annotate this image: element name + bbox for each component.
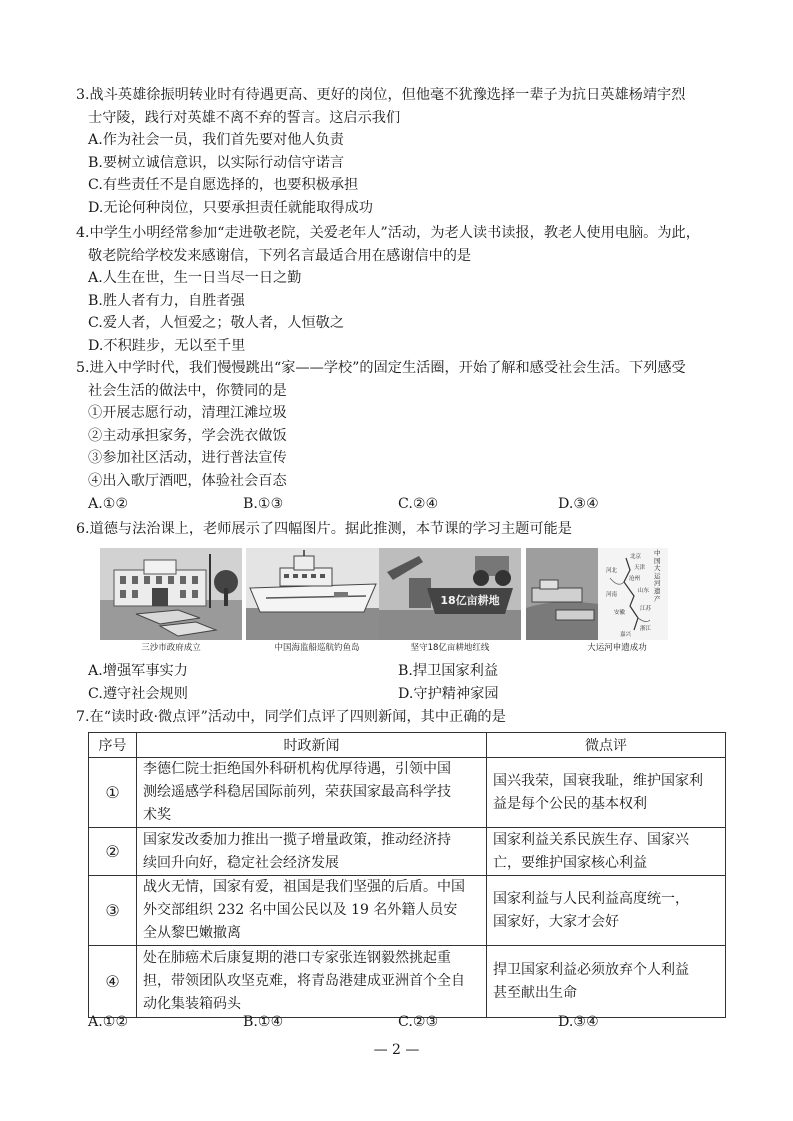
map-place-label: 浙江	[640, 626, 652, 632]
options-row	[76, 660, 726, 683]
photo-caption: 坚守18亿亩耕地红线	[410, 643, 490, 653]
photo-grand-canal	[526, 548, 668, 660]
news-line: 国家发改委加力推出一揽子增量政策，推动经济持	[143, 831, 451, 848]
question-7	[76, 706, 726, 729]
question-stem-line: 敬老院给学校发来感谢信，下列名言最适合用在感谢信中的是	[88, 247, 472, 264]
option-a[interactable]: A.①②	[88, 495, 129, 512]
photo-image	[379, 548, 521, 640]
table-row	[89, 828, 726, 876]
option-b[interactable]: B.①④	[243, 1014, 284, 1030]
question-stem: 7.在“读时政·微点评”活动中，同学们点评了四则新闻，其中正确的是	[76, 709, 506, 725]
photo-caption: 三沙市政府成立	[141, 643, 201, 653]
option-c[interactable]: C.遵守社会规则	[88, 685, 188, 702]
photo-sansha-government	[100, 548, 242, 660]
question-stem-line: 4.中学生小明经常参加“走进敬老院，关爱老年人”活动，为老人读书读报，教老人使用电脑。为此，	[76, 225, 700, 241]
farmland-sign-text: 18亿亩耕地	[440, 594, 500, 607]
option-a[interactable]: A.①②	[88, 1014, 129, 1030]
comment-line: 益是每个公民的基本权利	[493, 795, 647, 812]
options-row	[76, 1011, 726, 1034]
comment-cell	[487, 876, 726, 946]
map-place-label: 安徽	[614, 610, 626, 616]
statement-item: ④出入歌厅酒吧，体验社会百态	[88, 472, 287, 489]
statement-item: ①开展志愿行动，清理江滩垃圾	[88, 405, 287, 422]
news-line: 担，带领团队攻坚克难，将青岛港建成亚洲首个全自	[143, 973, 465, 989]
option-a[interactable]: A.作为社会一员，我们首先要对他人负责	[88, 132, 344, 149]
photo-farmland-redline	[379, 548, 521, 660]
map-place-label: 江苏	[640, 606, 652, 612]
map-title: 中国大运河遗产	[654, 549, 661, 603]
column-header: 序号	[89, 733, 137, 758]
option-b[interactable]: B.胜人者有力，自胜者强	[88, 292, 245, 309]
option-d[interactable]: D.不积跬步，无以至千里	[88, 337, 246, 354]
options-row	[76, 493, 726, 516]
option-b[interactable]: B.①③	[243, 495, 284, 512]
option-a[interactable]: A.人生在世，生一日当尽一日之勤	[88, 270, 302, 287]
option-a[interactable]: A.增强军事实力	[88, 663, 188, 679]
photo-patrol-ship	[246, 548, 388, 660]
news-cell	[137, 876, 487, 946]
question-stem-line: 3.战斗英雄徐振明转业时有待遇更高、更好的岗位，但他毫不犹豫选择一辈子为抗日英雄杨靖宇烈	[76, 87, 686, 103]
news-cell	[137, 828, 487, 876]
news-line: 术奖	[143, 807, 171, 823]
map-place-label: 嘉兴	[620, 632, 632, 638]
statement-item: ③参加社区活动，进行普法宣传	[88, 450, 287, 467]
news-line: 测绘遥感学科稳居国际前列，荣获国家最高科学技	[143, 784, 451, 800]
photo-caption: 大运河申遗成功	[587, 643, 647, 653]
option-d[interactable]: D.③④	[558, 1014, 599, 1030]
news-line: 全从黎巴嫩撤离	[143, 925, 241, 941]
news-line: 动化集装箱码头	[143, 996, 241, 1012]
map-place-label: 北京	[630, 554, 642, 560]
news-cell	[137, 758, 487, 828]
comment-line: 国家好，大家才会好	[493, 913, 619, 930]
news-cell	[137, 946, 487, 1018]
question-6	[76, 518, 726, 541]
photo-image	[246, 548, 388, 640]
comment-line: 国家利益与人民利益高度统一，	[493, 890, 689, 907]
news-line: 续回升向好，稳定社会经济发展	[143, 854, 339, 871]
option-d[interactable]: D.③④	[558, 495, 599, 512]
map-place-label: 河北	[606, 568, 618, 574]
news-line: 战火无情，国家有爱，祖国是我们坚强的后盾。中国	[143, 879, 465, 895]
comment-line: 国家利益关系民族生存、国家兴	[493, 831, 689, 848]
question-stem-line: 士守陵，践行对英雄不离不弃的誓言。这启示我们	[88, 109, 401, 126]
question-5	[76, 357, 726, 515]
question-7-options	[76, 1011, 726, 1034]
option-c[interactable]: C.②③	[398, 1014, 439, 1030]
news-line: 外交部组织 232 名中国公民以及 19 名外籍人员安	[143, 902, 458, 918]
comment-cell	[487, 828, 726, 876]
comment-line: 甚至献出生命	[493, 984, 577, 1001]
options-row	[76, 683, 726, 706]
row-number: ③	[89, 876, 137, 946]
comment-line: 国兴我荣，国衰我耻，维护国家利	[493, 772, 703, 789]
option-b[interactable]: B.要树立诚信意识，以实际行动信守诺言	[88, 154, 345, 171]
option-c[interactable]: C.②④	[398, 495, 439, 512]
news-table	[88, 732, 726, 1018]
option-d[interactable]: D.守护精神家园	[398, 685, 499, 702]
photo-strip	[100, 548, 666, 660]
comment-cell	[487, 946, 726, 1018]
option-c[interactable]: C.有些责任不是自愿选择的，也要积极承担	[88, 177, 359, 194]
table-header-row	[89, 733, 726, 758]
comment-line: 亡，要维护国家核心利益	[493, 854, 647, 871]
option-d[interactable]: D.无论何种岗位，只要承担责任就能取得成功	[88, 199, 373, 216]
question-stem-line: 5.进入中学时代，我们慢慢跳出“家——学校”的固定生活圈，开始了解和感受社会生活。下列感受	[76, 360, 686, 376]
map-place-label: 天津	[634, 565, 646, 571]
table-row	[89, 876, 726, 946]
question-4	[76, 222, 726, 358]
news-line: 处在肺癌术后康复期的港口专家张连钢毅然挑起重	[143, 950, 451, 966]
map-place-label: 河南	[606, 592, 618, 598]
option-b[interactable]: B.捍卫国家利益	[398, 663, 499, 679]
comment-cell	[487, 758, 726, 828]
question-stem: 6.道德与法治课上，老师展示了四幅图片。据此推测，本节课的学习主题可能是	[76, 521, 572, 537]
photo-image	[100, 548, 242, 640]
question-6-options	[76, 660, 726, 705]
column-header: 微点评	[487, 733, 726, 758]
table-row	[89, 946, 726, 1018]
photo-caption: 中国海监船巡航钓鱼岛	[274, 643, 360, 653]
photo-image	[526, 548, 668, 640]
row-number: ②	[89, 828, 137, 876]
map-place-label: 山东	[638, 588, 650, 594]
column-header: 时政新闻	[137, 733, 487, 758]
question-3	[76, 84, 726, 220]
question-stem-line: 社会生活的做法中，你赞同的是	[88, 382, 287, 399]
row-number: ①	[89, 758, 137, 828]
table-row	[89, 758, 726, 828]
statement-item: ②主动承担家务，学会洗衣做饭	[88, 427, 287, 444]
news-line: 李德仁院士拒绝国外科研机构优厚待遇，引领中国	[143, 761, 451, 777]
comment-line: 捍卫国家利益必须放弃个人利益	[493, 961, 689, 978]
option-c[interactable]: C.爱人者，人恒爱之；敬人者，人恒敬之	[88, 315, 345, 332]
row-number: ④	[89, 946, 137, 1018]
map-place-label: 沧州	[629, 576, 641, 582]
page-number: — 2 —	[373, 1042, 420, 1058]
